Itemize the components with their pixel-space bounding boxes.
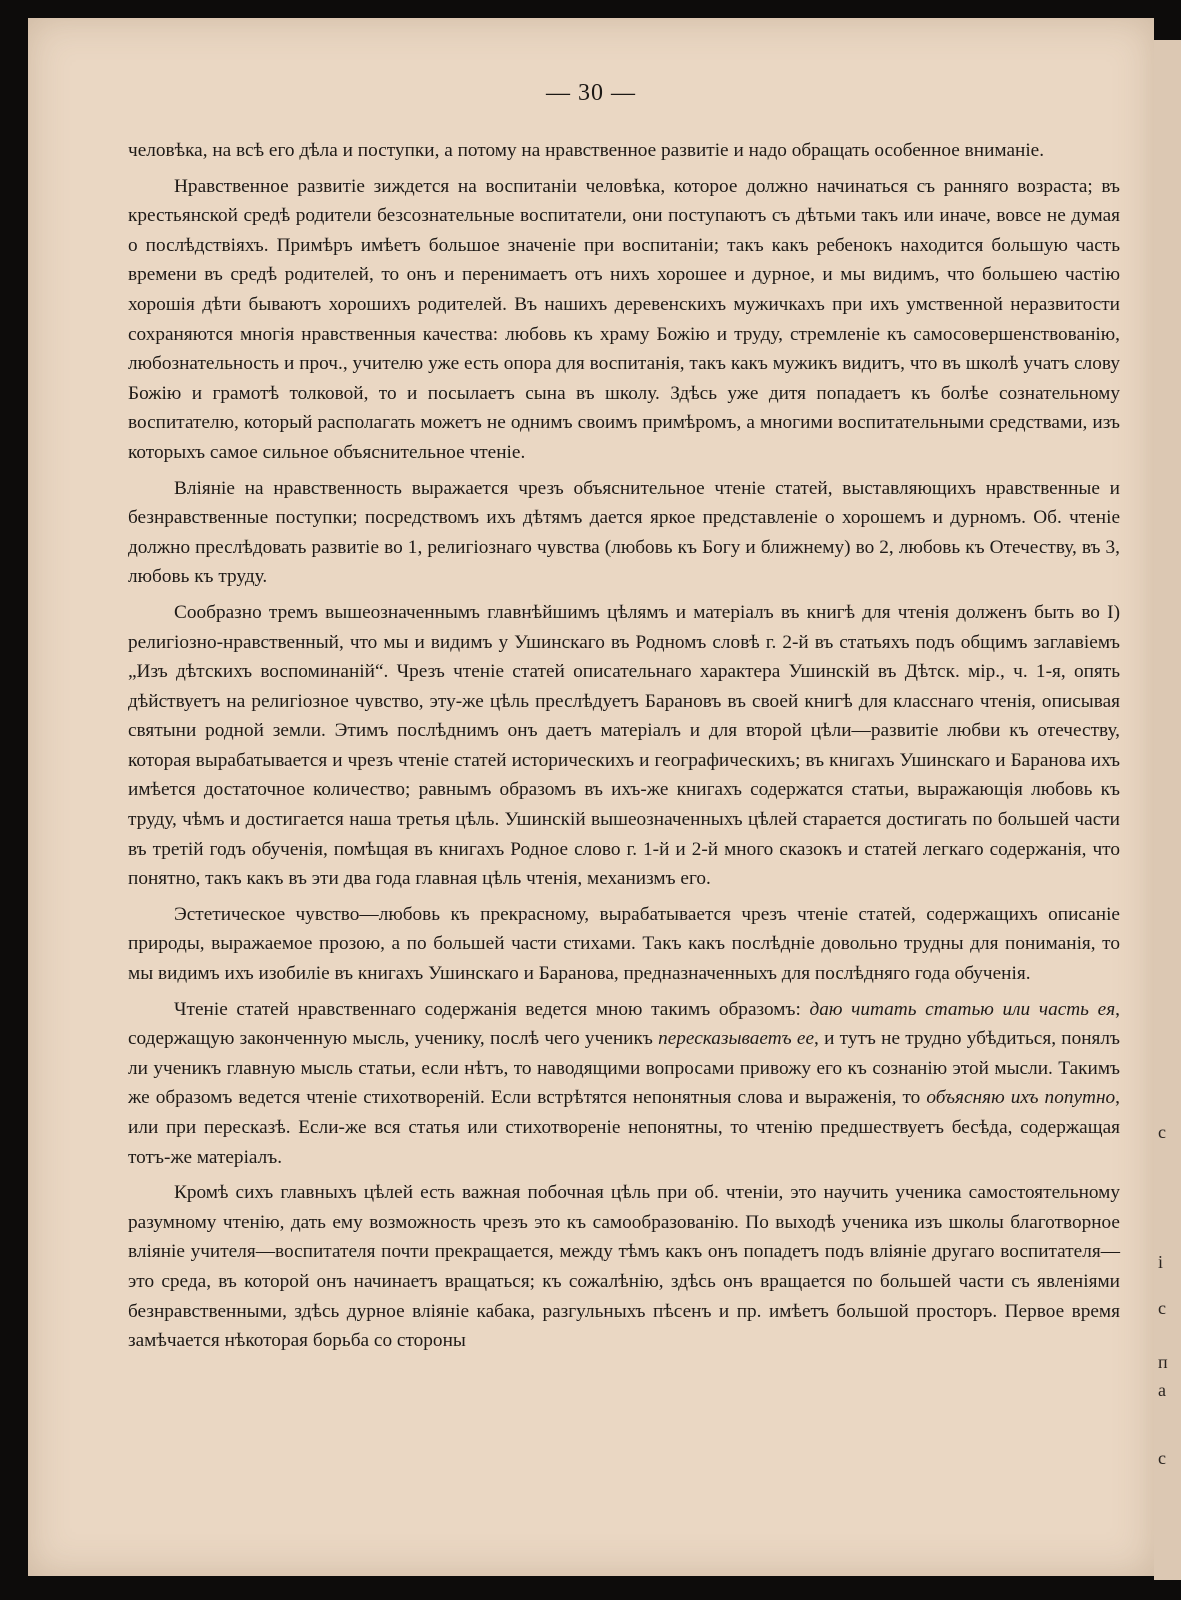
paragraph-6-text-2: , содержащую законченную мысль, ученику, послѣ чего ученикъ <box>128 998 1120 1050</box>
paragraph-6-text-4: , или при пересказѣ. Если-же вся статья или стихотвореніе непонятны, то чтенію предшествуетъ бесѣда, содержащая тотъ-же матеріалъ. <box>128 1087 1120 1168</box>
paragraph-1: человѣка, на всѣ его дѣла и поступки, а потому на нравственное развитіе и надо обращать особенное вниманіе. <box>128 140 1045 161</box>
edge-letter: с <box>1158 1298 1166 1318</box>
edge-letter: с <box>1158 1448 1166 1468</box>
next-page-edge <box>1154 40 1181 1580</box>
paragraph-3: Вліяніе на нравственность выражается чрезъ объяснительное чтеніе статей, выставляющихъ нравственные и безнравственные поступки; посредствомъ ихъ дѣтямъ дается яркое представленіе о хорошемъ и дурномъ. Об. чтеніе должно преслѣдовать развитіе во 1, религіознаго чувства (любовь къ Богу и ближнему) во 2, любовь къ Отечеству, въ 3, любовь къ труду. <box>128 477 1120 588</box>
paragraph-6-italic-1: даю читать статью или часть ея <box>809 998 1116 1020</box>
paragraph-6-text-1: Чтеніе статей нравственнаго содержанія ведется мною такимъ образомъ: <box>174 998 810 1020</box>
page-number: — 30 — <box>546 80 636 106</box>
paragraph-6 <box>128 995 1120 1173</box>
edge-letter: і <box>1158 1252 1164 1272</box>
edge-letter: а <box>1158 1380 1166 1400</box>
paragraph-6-text-3: , и тутъ не трудно убѣдиться, понялъ ли ученикъ главную мысль статьи, если нѣтъ, то наводящими вопросами привожу его къ сознанію этой мысли. Такимъ же образомъ ведется чтеніе стихотвореній. Если встрѣтятся непонятныя слова и выраженія, то <box>128 1028 1121 1109</box>
paragraph-6-italic-2: пересказываетъ ее <box>658 1028 815 1050</box>
book-page <box>28 18 1154 1576</box>
edge-letter: с <box>1158 1122 1166 1142</box>
paragraph-2: Нравственное развитіе зиждется на воспитаніи человѣка, которое должно начинаться съ ранняго возраста; въ крестьянской средѣ родители безсознательные воспитатели, они поступаютъ съ дѣтьми такъ или иначе, вовсе не думая о послѣдствіяхъ. Примѣръ имѣетъ большое значеніе при воспитаніи; такъ какъ ребенокъ находится большую часть времени въ средѣ родителей, то онъ и перенимаетъ отъ нихъ хорошее и дурное, и мы видимъ, что большею частію хорошія дѣти бываютъ хорошихъ родителей. Въ нашихъ деревенскихъ мужичкахъ при ихъ умственной неразвитости сохраняются многія нравственныя качества: любовь къ храму Божію и труду, стремленіе къ самосовершенствованію, любознательность и проч., учителю уже есть опора для воспитанія, такъ какъ мужикъ видитъ, что въ школѣ учатъ слову Божію и грамотѣ толковой, то и посылаетъ сына въ школу. Здѣсь уже дитя попадаетъ къ болѣе сознательному воспитателю, который располагать можетъ не однимъ своимъ примѣромъ, а многими воспитательными средствами, изъ которыхъ самое сильное объяснительное чтеніе. <box>128 175 1120 463</box>
paragraph-5: Эстетическое чувство—любовь къ прекрасному, вырабатывается чрезъ чтеніе статей, содержащихъ описаніе природы, выражаемое прозою, а по большей части стихами. Такъ какъ послѣдніе довольно трудны для пониманія, то мы видимъ ихъ изобиліе въ книгахъ Ушинскаго и Баранова, предназначенныхъ для послѣдняго года обученія. <box>128 903 1120 985</box>
paragraph-7: Кромѣ сихъ главныхъ цѣлей есть важная побочная цѣль при об. чтеніи, это научить ученика самостоятельному разумному чтенію, дать ему возможность чрезъ это къ самообразованію. По выходѣ ученика изъ школы благотворное вліяніе учителя—воспитателя почти прекращается, между тѣмъ какъ онъ попадетъ подъ вліяніе другаго воспитателя—это среда, въ которой онъ начинаетъ вращаться; къ сожалѣнію, здѣсь онъ вращается по большей части съ явленіями безнравственными, здѣсь дурное вліяніе кабака, разгульныхъ пѣсенъ и пр. имѣетъ большой просторъ. Первое время замѣчается нѣкоторая борьба со стороны <box>128 1182 1120 1352</box>
edge-letter: п <box>1158 1352 1168 1372</box>
page-body <box>128 136 1120 1362</box>
paragraph-6-italic-3: объясняю ихъ попутно <box>926 1087 1116 1109</box>
paragraph-4: Сообразно тремъ вышеозначеннымъ главнѣйшимъ цѣлямъ и матеріалъ въ книгѣ для чтенія долженъ быть во I) религіозно-нравственный, что мы и видимъ у Ушинскаго въ Родномъ словѣ г. 2-й въ статьяхъ подъ общимъ заглавіемъ „Изъ дѣтскихъ воспоминаній“. Чрезъ чтеніе статей описательнаго характера Ушинскій въ Дѣтск. мір., ч. 1-я, опять дѣйствуетъ на религіозное чувство, эту-же цѣль преслѣдуетъ Барановъ въ своей книгѣ для класснаго чтенія, описывая святыни родной земли. Этимъ послѣднимъ онъ даетъ матеріалъ и для второй цѣли—развитіе любви къ отечеству, которая вырабатывается и чрезъ чтеніе статей историческихъ и географическихъ; въ книгахъ Ушинскаго и Баранова ихъ имѣется достаточное количество; равнымъ образомъ въ ихъ-же книгахъ содержатся статьи, выражающія любовь къ труду, чѣмъ и достигается наша третья цѣль. Ушинскій вышеозначенныхъ цѣлей старается достигать по большей части въ третій годъ обученія, помѣщая въ книгахъ Родное слово г. 1-й и 2-й много сказокъ и статей легкаго содержанія, что понятно, такъ какъ въ эти два года главная цѣль чтенія, механизмъ его. <box>128 601 1120 890</box>
